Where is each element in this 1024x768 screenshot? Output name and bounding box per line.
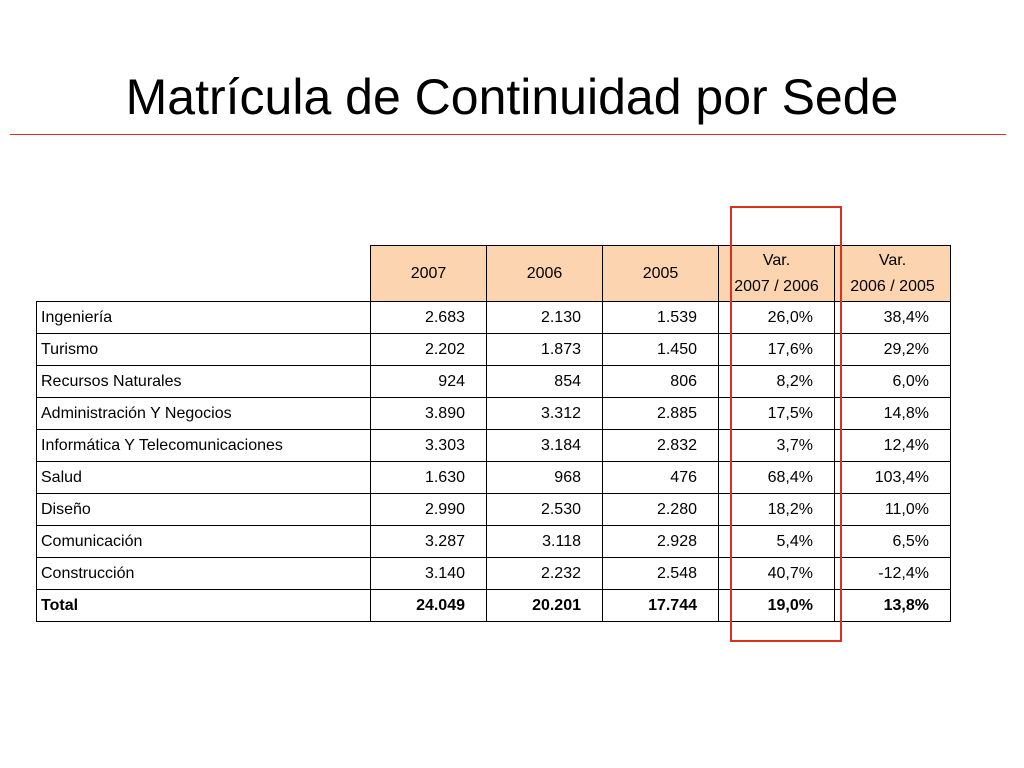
cell-var-2007-2006: 5,4% xyxy=(719,526,835,558)
cell-2005: 2.832 xyxy=(603,430,719,462)
cell-2005: 476 xyxy=(603,462,719,494)
cell-2006: 854 xyxy=(487,366,603,398)
cell-2006: 968 xyxy=(487,462,603,494)
cell-2006: 1.873 xyxy=(487,334,603,366)
cell-2005: 1.450 xyxy=(603,334,719,366)
cell-2006: 3.118 xyxy=(487,526,603,558)
table-row xyxy=(37,430,951,462)
cell-sede: Diseño xyxy=(37,494,371,526)
cell-var-2006-2005: -12,4% xyxy=(835,558,951,590)
cell-sede: Informática Y Telecomunicaciones xyxy=(37,430,371,462)
cell-var-2006-2005: 29,2% xyxy=(835,334,951,366)
cell-sede: Salud xyxy=(37,462,371,494)
cell-2007: 1.630 xyxy=(371,462,487,494)
table-row xyxy=(37,398,951,430)
cell-2005: 2.280 xyxy=(603,494,719,526)
cell-2006: 20.201 xyxy=(487,590,603,622)
cell-var-2007-2006: 8,2% xyxy=(719,366,835,398)
table-header-row xyxy=(37,246,951,302)
cell-2007: 2.990 xyxy=(371,494,487,526)
cell-var-2007-2006: 3,7% xyxy=(719,430,835,462)
cell-sede: Turismo xyxy=(37,334,371,366)
cell-2006: 3.312 xyxy=(487,398,603,430)
cell-var-2006-2005: 12,4% xyxy=(835,430,951,462)
cell-var-2006-2005: 6,5% xyxy=(835,526,951,558)
cell-2006: 2.130 xyxy=(487,302,603,334)
header-var-2007-2006: Var. 2007 / 2006 xyxy=(719,246,835,302)
header-corner xyxy=(37,246,371,302)
cell-2006: 2.530 xyxy=(487,494,603,526)
table-row xyxy=(37,462,951,494)
cell-sede: Ingeniería xyxy=(37,302,371,334)
cell-sede: Administración Y Negocios xyxy=(37,398,371,430)
table-row xyxy=(37,494,951,526)
cell-var-2007-2006: 17,5% xyxy=(719,398,835,430)
enrollment-table xyxy=(36,245,951,622)
cell-2007: 3.303 xyxy=(371,430,487,462)
cell-2007: 3.287 xyxy=(371,526,487,558)
table-row xyxy=(37,366,951,398)
table-row xyxy=(37,334,951,366)
cell-var-2006-2005: 6,0% xyxy=(835,366,951,398)
cell-var-2007-2006: 40,7% xyxy=(719,558,835,590)
cell-2007: 3.890 xyxy=(371,398,487,430)
cell-2007: 3.140 xyxy=(371,558,487,590)
cell-2006: 2.232 xyxy=(487,558,603,590)
cell-2007: 924 xyxy=(371,366,487,398)
header-2005: 2005 xyxy=(603,246,719,302)
slide-title: Matrícula de Continuidad por Sede xyxy=(125,69,899,125)
cell-2007: 2.683 xyxy=(371,302,487,334)
cell-2005: 806 xyxy=(603,366,719,398)
header-2006: 2006 xyxy=(487,246,603,302)
cell-sede: Recursos Naturales xyxy=(37,366,371,398)
cell-var-2006-2005: 103,4% xyxy=(835,462,951,494)
cell-2006: 3.184 xyxy=(487,430,603,462)
cell-var-2007-2006: 68,4% xyxy=(719,462,835,494)
cell-2007: 24.049 xyxy=(371,590,487,622)
cell-sede: Comunicación xyxy=(37,526,371,558)
header-var-2006-2005: Var. 2006 / 2005 xyxy=(835,246,951,302)
cell-var-2007-2006: 26,0% xyxy=(719,302,835,334)
cell-var-2006-2005: 13,8% xyxy=(835,590,951,622)
cell-2005: 1.539 xyxy=(603,302,719,334)
table-row xyxy=(37,302,951,334)
table-row xyxy=(37,558,951,590)
cell-2007: 2.202 xyxy=(371,334,487,366)
cell-var-2007-2006: 18,2% xyxy=(719,494,835,526)
cell-var-2006-2005: 14,8% xyxy=(835,398,951,430)
cell-2005: 2.928 xyxy=(603,526,719,558)
cell-sede: Construcción xyxy=(37,558,371,590)
header-2007: 2007 xyxy=(371,246,487,302)
cell-var-2007-2006: 19,0% xyxy=(719,590,835,622)
cell-var-2006-2005: 11,0% xyxy=(835,494,951,526)
cell-2005: 2.548 xyxy=(603,558,719,590)
cell-sede: Total xyxy=(37,590,371,622)
cell-var-2006-2005: 38,4% xyxy=(835,302,951,334)
cell-var-2007-2006: 17,6% xyxy=(719,334,835,366)
title-divider xyxy=(10,134,1006,135)
table-row xyxy=(37,526,951,558)
cell-2005: 2.885 xyxy=(603,398,719,430)
cell-2005: 17.744 xyxy=(603,590,719,622)
table-total-row xyxy=(37,590,951,622)
